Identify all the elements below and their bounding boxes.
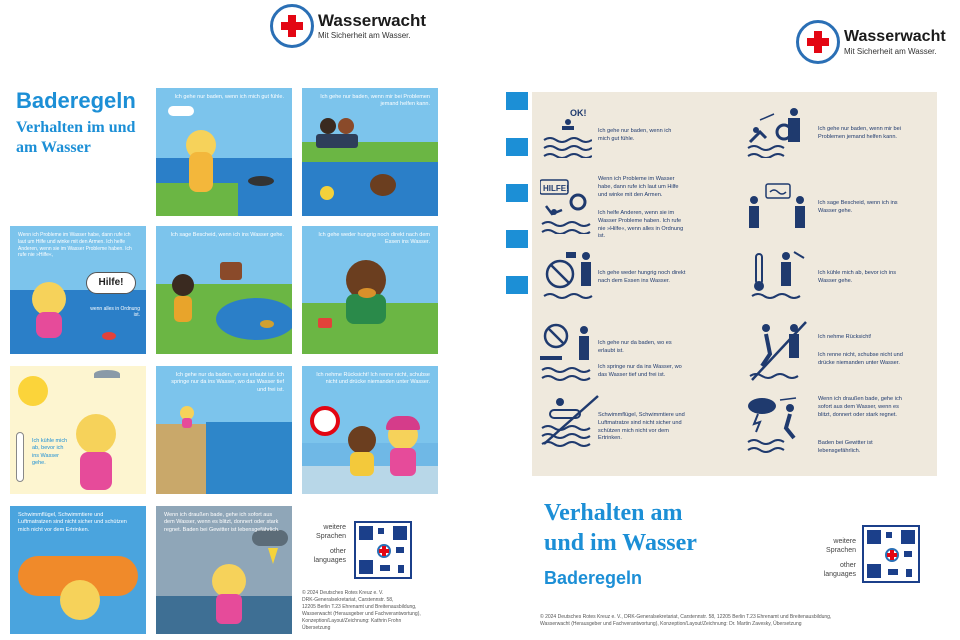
- rule-text: Ich sage Bescheid, wenn ich ins Wasser gehe.: [818, 200, 898, 214]
- qr-label-right: weitere Sprachen other languages: [823, 538, 856, 579]
- left-footer: © 2024 Deutsches Rotes Kreuz e. V. DRK-Generalsekretariat, Carstennstr. 58, 12205 Berlin T.23 Ehrenamt und Breitenausbildung, Wasserwacht (Herausgeber und Fachverantwortung), Konzeption/Layout/Zeichnung: Kathrin Frohn Übersetzung: [302, 590, 421, 631]
- right-footer: © 2024 Deutsches Rotes Kreuz e. V., DRK-Generalsekretariat, Carstennstr. 58, 12205 Berlin T.23 Ehrenamt und Breitenausbildung, Wasserwacht (Herausgeber und Fachverantwortung), Konzeption/Layout/Zeichnung: Dr. Martin Zavesky, Übersetzung: [540, 614, 832, 627]
- panel-caption: Ich sage Bescheid, wenn ich ins Wasser gehe.: [170, 232, 284, 238]
- rule-text: Wenn ich draußen bade, gehe ich sofort aus dem Wasser, wenn es blitzt, donnert oder stark regnet.: [818, 396, 902, 418]
- cool-down-icon: [750, 248, 810, 304]
- no-pushing-icon: [748, 320, 810, 386]
- panel-tell: [156, 226, 292, 354]
- edge-tab: [506, 230, 528, 248]
- logo-name: Wasserwacht: [844, 27, 946, 45]
- panel-caption: Ich gehe weder hungrig noch direkt nach dem Essen ins Wasser.: [318, 232, 430, 246]
- panel-caption: Wenn ich draußen bade, gehe ich sofort aus dem Wasser, wenn es blitzt, donnert oder stark regnet. Baden bei Gewitter ist lebensgefährlich.: [164, 512, 280, 533]
- rule-text: Ich gehe weder hungrig noch direkt nach dem Essen ins Wasser.: [598, 270, 686, 284]
- rule-text: Ich kühle mich ab, bevor ich ins Wasser gehe.: [818, 270, 897, 284]
- panel-caption: Ich kühle mich ab, bevor ich ins Wasser gehe.: [32, 438, 68, 467]
- logo-claim: Mit Sicherheit am Wasser.: [318, 31, 411, 40]
- svg-text:HILFE!: HILFE!: [543, 184, 569, 193]
- sandwich-icon: [358, 288, 376, 298]
- rule-text: Baden bei Gewitter ist lebensgefährlich.: [818, 440, 873, 454]
- rule-text: Ich renne nicht, schubse nicht und drücke niemanden unter Wasser.: [818, 352, 903, 366]
- wasserwacht-logo-right: [796, 20, 946, 64]
- panel-caption: Schwimmflügel, Schwimmtiere und Luftmatratzen sind nicht sicher und schützen mich nicht vor dem Ertrinken.: [18, 512, 127, 533]
- wasserwacht-logo-left: [270, 4, 426, 48]
- rule-text: Ich gehe nur baden, wenn mir bei Problemen jemand helfen kann.: [818, 126, 902, 140]
- thunderstorm-exit-icon: [746, 394, 808, 456]
- rule-text: Ich gehe nur baden, wenn ich mich gut fühle.: [598, 128, 672, 142]
- red-cross-icon: [377, 544, 391, 558]
- panel-caption: Ich gehe nur da baden, wo es erlaubt ist. Ich springe nur da ins Wasser, wo das Wasser tief und frei ist.: [171, 372, 284, 393]
- child-figure: [60, 580, 100, 620]
- rule-text: Ich gehe nur da baden, wo es erlaubt ist.: [598, 340, 672, 354]
- help-call-icon: [540, 178, 596, 234]
- lifeguard-icon: [746, 104, 806, 158]
- child-figure: [172, 274, 194, 296]
- svg-text:OK!: OK!: [570, 108, 587, 118]
- child-figure: [76, 414, 116, 454]
- edge-tab: [506, 138, 528, 156]
- panel-caption: Ich gehe nur baden, wenn ich mich gut fühle.: [174, 94, 284, 100]
- rule-text: Ich nehme Rücksicht!: [818, 334, 872, 340]
- qr-code-right[interactable]: [862, 525, 920, 583]
- right-title-line-1: Verhalten am: [544, 500, 683, 526]
- right-title-line-2: und im Wasser: [544, 530, 697, 556]
- tell-before-swimming-icon: [748, 182, 810, 238]
- no-pushing-sign-icon: [310, 406, 340, 436]
- speech-bubble: Hilfe!: [86, 272, 136, 294]
- edge-tab: [506, 276, 528, 294]
- crab-icon: [102, 332, 116, 340]
- panel-hungry: [302, 226, 438, 354]
- thermometer-icon: [16, 432, 24, 482]
- child-figure: [32, 282, 66, 316]
- panel-caption: Ich gehe nur baden, wenn mir bei Problemen jemand helfen kann.: [320, 94, 430, 108]
- qr-label-left: weitere Sprachen other languages: [313, 524, 346, 565]
- panel-cool-off: [10, 366, 146, 494]
- left-title: Baderegeln: [16, 88, 136, 113]
- panel-floaties: [10, 506, 146, 634]
- ball-icon: [320, 186, 334, 200]
- edge-tab: [506, 92, 528, 110]
- panel-respect: [302, 366, 438, 494]
- edge-tab: [506, 184, 528, 202]
- right-subtitle: Baderegeln: [544, 568, 643, 588]
- red-cross-icon: [885, 548, 899, 562]
- red-cross-seal-icon: [796, 20, 840, 64]
- panel-allowed: [156, 366, 292, 494]
- no-floaties-icon: [540, 394, 600, 456]
- duck-icon: [260, 320, 274, 328]
- panel-caption: Ich nehme Rücksicht! Ich renne nicht, schubse nicht und drücke niemanden unter Wasser.: [316, 372, 430, 386]
- shower-icon: [94, 370, 120, 378]
- panel-thunderstorm: [156, 506, 292, 634]
- rule-text: Ich springe nur da ins Wasser, wo das Wasser tief und frei ist.: [598, 364, 682, 378]
- qr-code-left[interactable]: [354, 521, 412, 579]
- no-jumping-icon: [540, 322, 596, 386]
- rule-text: Schwimmflügel, Schwimmtiere und Luftmatratze sind nicht sicher und schützen mich nicht vor dem Ertrinken.: [598, 412, 685, 442]
- child-figure: [212, 564, 246, 598]
- logo-claim: Mit Sicherheit am Wasser.: [844, 46, 937, 56]
- panel-caption: Wenn ich Probleme im Wasser habe, dann rufe ich laut um Hilfe und winke mit den Armen. Ich helfe Anderen, wenn sie im Wasser Probleme haben. Ich rufe nie »Hilfe«,: [18, 232, 132, 259]
- panel-caption-tail: wenn alles in Ordnung ist.: [90, 306, 140, 318]
- rule-text: Wenn ich Probleme im Wasser habe, dann rufe ich laut um Hilfe und winke mit den Armen.: [598, 176, 679, 198]
- red-cross-seal-icon: [270, 4, 314, 48]
- sun-icon: [18, 376, 48, 406]
- no-eating-icon: [542, 248, 598, 304]
- panel-feel-good: [156, 88, 292, 216]
- panel-help: [10, 226, 146, 354]
- lightning-icon: [268, 548, 278, 564]
- left-subtitle: Verhalten im und am Wasser: [16, 119, 136, 156]
- panel-supervision: [302, 88, 438, 216]
- rule-text: Ich helfe Anderen, wenn sie im Wasser Probleme haben. Ich rufe nie »Hilfe«, wenn alles in Ordnung ist.: [598, 210, 684, 240]
- logo-name: Wasserwacht: [318, 11, 427, 30]
- swimmer-ok-icon: [542, 106, 592, 158]
